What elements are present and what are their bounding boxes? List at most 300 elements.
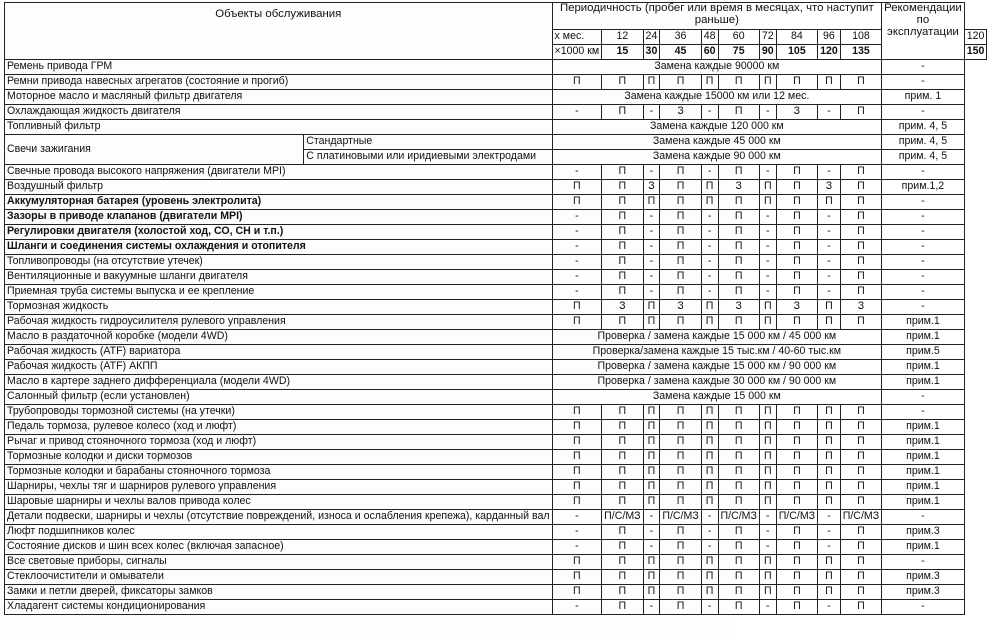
- interval-text: Замена каждые 45 000 км: [552, 135, 882, 150]
- schedule-row: [5, 405, 987, 420]
- recommendation-cell: -: [882, 555, 965, 570]
- interval-cell: П: [776, 270, 817, 285]
- interval-cell: П/С/МЗ: [776, 510, 817, 525]
- item-name: Регулировки двигателя (холостой ход, СО, СН и т.п.): [5, 225, 553, 240]
- interval-cell: П: [660, 585, 701, 600]
- interval-cell: П: [552, 405, 602, 420]
- interval-cell: П: [602, 180, 643, 195]
- interval-cell: П: [660, 225, 701, 240]
- interval-cell: П: [643, 420, 660, 435]
- interval-cell: П: [602, 195, 643, 210]
- interval-cell: -: [643, 255, 660, 270]
- item-name: Шланги и соединения системы охлаждения и отопителя: [5, 240, 553, 255]
- interval-cell: П: [660, 435, 701, 450]
- interval-cell: П: [776, 555, 817, 570]
- recommendation-cell: прим.1: [882, 435, 965, 450]
- schedule-row: [5, 195, 987, 210]
- interval-cell: П: [840, 180, 881, 195]
- interval-cell: -: [759, 285, 776, 300]
- interval-cell: П: [840, 210, 881, 225]
- interval-cell: -: [701, 540, 718, 555]
- interval-cell: П: [718, 540, 759, 555]
- interval-cell: П: [776, 210, 817, 225]
- interval-cell: П: [818, 315, 841, 330]
- interval-cell: П: [840, 225, 881, 240]
- item-name: Свечные провода высокого напряжения (двигатели MPI): [5, 165, 553, 180]
- interval-cell: П: [759, 435, 776, 450]
- recommendation-cell: прим. 4, 5: [882, 135, 965, 150]
- interval-cell: П: [701, 420, 718, 435]
- month-120: 120: [964, 30, 987, 45]
- interval-cell: П: [718, 75, 759, 90]
- recommendation-cell: прим.1: [882, 330, 965, 345]
- month-24: 24: [643, 30, 660, 45]
- interval-cell: П: [602, 315, 643, 330]
- interval-cell: -: [701, 525, 718, 540]
- item-name: Салонный фильтр (если установлен): [5, 390, 553, 405]
- item-name: Шарниры, чехлы тяг и шарниров рулевого управления: [5, 480, 553, 495]
- interval-cell: -: [818, 600, 841, 615]
- recommendation-cell: -: [882, 300, 965, 315]
- item-name: Стеклоочистители и омыватели: [5, 570, 553, 585]
- item-name: Рабочая жидкость (ATF) вариатора: [5, 345, 553, 360]
- interval-cell: П: [840, 105, 881, 120]
- interval-cell: П: [602, 480, 643, 495]
- km-135: 135: [840, 45, 881, 60]
- schedule-row: [5, 60, 987, 75]
- month-36: 36: [660, 30, 701, 45]
- interval-cell: П: [818, 495, 841, 510]
- interval-cell: -: [701, 255, 718, 270]
- interval-cell: П: [759, 405, 776, 420]
- recommendation-cell: -: [882, 270, 965, 285]
- interval-cell: П: [718, 525, 759, 540]
- interval-cell: П: [701, 450, 718, 465]
- interval-cell: П: [552, 450, 602, 465]
- schedule-row: [5, 210, 987, 225]
- interval-cell: П: [776, 435, 817, 450]
- recommendation-cell: -: [882, 285, 965, 300]
- objects-header: Объекты обслуживания: [5, 3, 553, 60]
- km-15: 15: [602, 45, 643, 60]
- interval-cell: П/С/МЗ: [660, 510, 701, 525]
- interval-cell: П: [840, 405, 881, 420]
- interval-cell: П: [759, 570, 776, 585]
- schedule-row: [5, 555, 987, 570]
- interval-cell: П: [602, 240, 643, 255]
- month-96: 96: [818, 30, 841, 45]
- recommendation-cell: прим.1: [882, 450, 965, 465]
- schedule-row: [5, 300, 987, 315]
- interval-cell: П: [818, 195, 841, 210]
- interval-cell: П: [759, 480, 776, 495]
- interval-cell: П: [840, 570, 881, 585]
- interval-cell: П: [660, 75, 701, 90]
- interval-cell: П: [718, 285, 759, 300]
- interval-cell: П: [660, 405, 701, 420]
- interval-cell: -: [552, 285, 602, 300]
- recommendation-cell: -: [882, 75, 965, 90]
- km-90: 90: [759, 45, 776, 60]
- interval-cell: П: [818, 75, 841, 90]
- recommendation-cell: прим.1: [882, 480, 965, 495]
- interval-cell: П: [660, 285, 701, 300]
- interval-cell: П: [643, 585, 660, 600]
- interval-cell: П: [552, 75, 602, 90]
- interval-cell: П: [701, 465, 718, 480]
- recommendation-cell: прим.3: [882, 525, 965, 540]
- interval-cell: П: [552, 435, 602, 450]
- interval-cell: -: [701, 600, 718, 615]
- interval-cell: П: [759, 300, 776, 315]
- recommendation-cell: -: [882, 60, 965, 75]
- schedule-row: [5, 480, 987, 495]
- interval-cell: -: [818, 165, 841, 180]
- interval-cell: П: [701, 585, 718, 600]
- item-name: Рабочая жидкость (ATF) АКПП: [5, 360, 553, 375]
- interval-cell: П: [776, 195, 817, 210]
- interval-cell: П/С/МЗ: [840, 510, 881, 525]
- interval-cell: -: [552, 540, 602, 555]
- interval-cell: П: [840, 315, 881, 330]
- interval-cell: З: [840, 300, 881, 315]
- schedule-row: [5, 330, 987, 345]
- interval-cell: П: [602, 420, 643, 435]
- month-60: 60: [718, 30, 759, 45]
- schedule-row: [5, 450, 987, 465]
- interval-cell: П: [701, 315, 718, 330]
- item-name: С платиновыми или иридиевыми электродами: [304, 150, 552, 165]
- month-108: 108: [840, 30, 881, 45]
- interval-cell: П: [701, 195, 718, 210]
- interval-cell: П: [602, 165, 643, 180]
- interval-cell: П: [759, 195, 776, 210]
- interval-cell: П: [776, 570, 817, 585]
- interval-cell: П: [701, 180, 718, 195]
- interval-cell: П: [643, 480, 660, 495]
- recommendation-cell: -: [882, 600, 965, 615]
- schedule-row: [5, 600, 987, 615]
- interval-cell: -: [552, 525, 602, 540]
- recommendation-cell: прим.3: [882, 585, 965, 600]
- interval-cell: -: [643, 105, 660, 120]
- km-75: 75: [718, 45, 759, 60]
- interval-cell: П: [840, 525, 881, 540]
- interval-cell: П: [818, 300, 841, 315]
- interval-cell: П: [552, 465, 602, 480]
- interval-cell: П: [602, 570, 643, 585]
- interval-cell: П: [776, 165, 817, 180]
- interval-cell: П: [776, 180, 817, 195]
- interval-cell: -: [818, 540, 841, 555]
- km-45: 45: [660, 45, 701, 60]
- schedule-row: [5, 180, 987, 195]
- periodicity-header: Периодичность (пробег или время в месяцах, что наступит раньше): [552, 3, 882, 30]
- recommendation-cell: прим. 4, 5: [882, 150, 965, 165]
- interval-cell: П: [718, 255, 759, 270]
- interval-cell: П: [840, 270, 881, 285]
- item-name: Зазоры в приводе клапанов (двигатели MPI): [5, 210, 553, 225]
- interval-cell: П: [660, 600, 701, 615]
- interval-cell: П: [759, 555, 776, 570]
- interval-cell: П: [602, 435, 643, 450]
- item-name: Тормозные колодки и барабаны стояночного тормоза: [5, 465, 553, 480]
- interval-cell: П: [602, 555, 643, 570]
- interval-cell: П: [552, 570, 602, 585]
- schedule-row: [5, 75, 987, 90]
- km-60: 60: [701, 45, 718, 60]
- interval-cell: П: [701, 435, 718, 450]
- item-name: Ремень привода ГРМ: [5, 60, 553, 75]
- item-name: Топливопроводы (на отсутствие утечек): [5, 255, 553, 270]
- schedule-row: [5, 255, 987, 270]
- item-name: Хладагент системы кондиционирования: [5, 600, 553, 615]
- interval-cell: -: [701, 165, 718, 180]
- interval-cell: З: [776, 105, 817, 120]
- interval-cell: З: [643, 180, 660, 195]
- interval-cell: П: [776, 585, 817, 600]
- interval-cell: П: [602, 75, 643, 90]
- interval-cell: П: [759, 420, 776, 435]
- interval-text: Проверка/замена каждые 15 тыс.км / 40-60 тыс.км: [552, 345, 882, 360]
- interval-cell: П: [718, 450, 759, 465]
- schedule-row: [5, 270, 987, 285]
- recommendation-cell: прим.1: [882, 420, 965, 435]
- item-name: Охлаждающая жидкость двигателя: [5, 105, 553, 120]
- interval-cell: П: [818, 465, 841, 480]
- recommendation-cell: прим.1: [882, 315, 965, 330]
- interval-cell: П: [840, 555, 881, 570]
- interval-cell: П: [701, 75, 718, 90]
- item-name: Рабочая жидкость гидроусилителя рулевого управления: [5, 315, 553, 330]
- interval-cell: -: [701, 210, 718, 225]
- interval-cell: -: [759, 600, 776, 615]
- km-105: 105: [776, 45, 817, 60]
- item-name: Педаль тормоза, рулевое колесо (ход и люфт): [5, 420, 553, 435]
- spark-plugs-group-label: Свечи зажигания: [5, 135, 304, 165]
- interval-cell: П: [552, 420, 602, 435]
- interval-cell: -: [643, 510, 660, 525]
- schedule-row: [5, 360, 987, 375]
- interval-cell: -: [759, 525, 776, 540]
- interval-cell: П: [602, 285, 643, 300]
- interval-cell: П: [776, 315, 817, 330]
- recommendation-cell: прим.1: [882, 465, 965, 480]
- interval-cell: П: [643, 195, 660, 210]
- interval-cell: П: [718, 555, 759, 570]
- interval-cell: -: [643, 285, 660, 300]
- item-name: Вентиляционные и вакуумные шланги двигателя: [5, 270, 553, 285]
- recommendation-cell: прим. 4, 5: [882, 120, 965, 135]
- interval-cell: П: [759, 465, 776, 480]
- interval-cell: П: [776, 225, 817, 240]
- interval-cell: П: [643, 570, 660, 585]
- interval-cell: -: [643, 525, 660, 540]
- recommendation-cell: -: [882, 105, 965, 120]
- interval-cell: П: [552, 480, 602, 495]
- interval-cell: П: [660, 270, 701, 285]
- interval-cell: П: [718, 585, 759, 600]
- interval-cell: П: [643, 495, 660, 510]
- interval-cell: П: [701, 570, 718, 585]
- interval-cell: П: [602, 600, 643, 615]
- interval-cell: П: [660, 465, 701, 480]
- schedule-row: [5, 495, 987, 510]
- interval-cell: -: [759, 255, 776, 270]
- interval-cell: П: [759, 450, 776, 465]
- interval-cell: П: [718, 315, 759, 330]
- schedule-row: [5, 420, 987, 435]
- interval-cell: П: [840, 600, 881, 615]
- interval-cell: -: [552, 240, 602, 255]
- interval-cell: П: [840, 420, 881, 435]
- interval-cell: П: [776, 75, 817, 90]
- interval-cell: -: [552, 105, 602, 120]
- interval-cell: П/С/МЗ: [718, 510, 759, 525]
- interval-cell: П: [840, 465, 881, 480]
- interval-cell: -: [818, 240, 841, 255]
- interval-cell: П: [660, 480, 701, 495]
- recommendation-cell: прим.3: [882, 570, 965, 585]
- recommendation-cell: -: [882, 240, 965, 255]
- interval-cell: П: [602, 105, 643, 120]
- interval-cell: П: [776, 420, 817, 435]
- interval-cell: П: [643, 300, 660, 315]
- recommendation-cell: прим.1: [882, 375, 965, 390]
- interval-cell: П: [552, 300, 602, 315]
- interval-cell: П: [660, 540, 701, 555]
- interval-cell: П: [759, 495, 776, 510]
- interval-text: Проверка / замена каждые 15 000 км / 90 000 км: [552, 360, 882, 375]
- interval-cell: П: [818, 450, 841, 465]
- interval-text: Замена каждые 90 000 км: [552, 150, 882, 165]
- schedule-row: [5, 540, 987, 555]
- interval-text: Проверка / замена каждые 30 000 км / 90 000 км: [552, 375, 882, 390]
- interval-cell: П: [776, 450, 817, 465]
- schedule-row: [5, 510, 987, 525]
- item-name: Масло в картере заднего дифференциала (модели 4WD): [5, 375, 553, 390]
- interval-cell: З: [718, 300, 759, 315]
- schedule-row: [5, 165, 987, 180]
- km-120: 120: [818, 45, 841, 60]
- interval-cell: П: [840, 255, 881, 270]
- interval-cell: П: [660, 210, 701, 225]
- interval-cell: П: [552, 495, 602, 510]
- interval-cell: З: [660, 300, 701, 315]
- km-label: ×1000 км: [552, 45, 602, 60]
- recommendation-cell: -: [882, 390, 965, 405]
- interval-cell: П: [660, 525, 701, 540]
- interval-cell: П: [602, 525, 643, 540]
- interval-cell: З: [660, 105, 701, 120]
- interval-cell: -: [643, 225, 660, 240]
- interval-cell: П: [840, 285, 881, 300]
- interval-cell: -: [643, 240, 660, 255]
- km-150: 150: [964, 45, 987, 60]
- month-84: 84: [776, 30, 817, 45]
- interval-cell: П: [701, 495, 718, 510]
- interval-cell: П: [718, 600, 759, 615]
- interval-cell: П: [776, 255, 817, 270]
- recommendation-cell: -: [882, 195, 965, 210]
- item-name: Масло в раздаточной коробке (модели 4WD): [5, 330, 553, 345]
- interval-cell: -: [818, 105, 841, 120]
- schedule-row: [5, 345, 987, 360]
- schedule-row: [5, 90, 987, 105]
- interval-text: Замена каждые 15000 км или 12 мес.: [552, 90, 882, 105]
- recommendation-cell: прим.5: [882, 345, 965, 360]
- month-12: 12: [602, 30, 643, 45]
- interval-cell: П: [818, 420, 841, 435]
- schedule-row: [5, 435, 987, 450]
- interval-cell: П: [602, 270, 643, 285]
- interval-cell: -: [701, 105, 718, 120]
- interval-text: Замена каждые 120 000 км: [552, 120, 882, 135]
- interval-cell: -: [552, 600, 602, 615]
- interval-cell: П: [718, 495, 759, 510]
- schedule-row: [5, 120, 987, 135]
- month-72: 72: [759, 30, 776, 45]
- interval-cell: П: [701, 300, 718, 315]
- interval-cell: П: [840, 540, 881, 555]
- interval-cell: П: [718, 270, 759, 285]
- interval-cell: -: [759, 210, 776, 225]
- interval-cell: -: [643, 210, 660, 225]
- interval-cell: П: [718, 570, 759, 585]
- item-name: Трубопроводы тормозной системы (на утечки): [5, 405, 553, 420]
- item-name: Топливный фильтр: [5, 120, 553, 135]
- item-name: Люфт подшипников колес: [5, 525, 553, 540]
- interval-cell: -: [643, 270, 660, 285]
- interval-cell: П/С/МЗ: [602, 510, 643, 525]
- interval-cell: -: [701, 510, 718, 525]
- interval-cell: -: [759, 540, 776, 555]
- recommendation-cell: прим. 1: [882, 90, 965, 105]
- interval-cell: -: [552, 270, 602, 285]
- item-name: Стандартные: [304, 135, 552, 150]
- interval-cell: -: [759, 105, 776, 120]
- interval-cell: П: [776, 405, 817, 420]
- interval-cell: П: [660, 180, 701, 195]
- schedule-row: [5, 315, 987, 330]
- item-name: Воздушный фильтр: [5, 180, 553, 195]
- item-name: Замки и петли дверей, фиксаторы замков: [5, 585, 553, 600]
- interval-cell: П: [660, 420, 701, 435]
- interval-cell: П: [818, 405, 841, 420]
- schedule-row: [5, 390, 987, 405]
- interval-cell: П: [643, 75, 660, 90]
- recommendation-cell: -: [882, 210, 965, 225]
- interval-cell: -: [552, 255, 602, 270]
- recommendation-cell: -: [882, 510, 965, 525]
- interval-cell: -: [759, 270, 776, 285]
- schedule-row: [5, 240, 987, 255]
- recommendation-cell: -: [882, 225, 965, 240]
- interval-cell: П: [718, 195, 759, 210]
- interval-cell: П: [701, 480, 718, 495]
- interval-cell: -: [552, 225, 602, 240]
- item-name: Все световые приборы, сигналы: [5, 555, 553, 570]
- interval-cell: П: [776, 495, 817, 510]
- interval-cell: П: [840, 195, 881, 210]
- interval-cell: П: [660, 555, 701, 570]
- interval-cell: П: [552, 195, 602, 210]
- interval-cell: П: [643, 405, 660, 420]
- schedule-row: [5, 135, 987, 150]
- interval-cell: П: [660, 570, 701, 585]
- interval-cell: П: [602, 210, 643, 225]
- maintenance-table: [4, 2, 987, 615]
